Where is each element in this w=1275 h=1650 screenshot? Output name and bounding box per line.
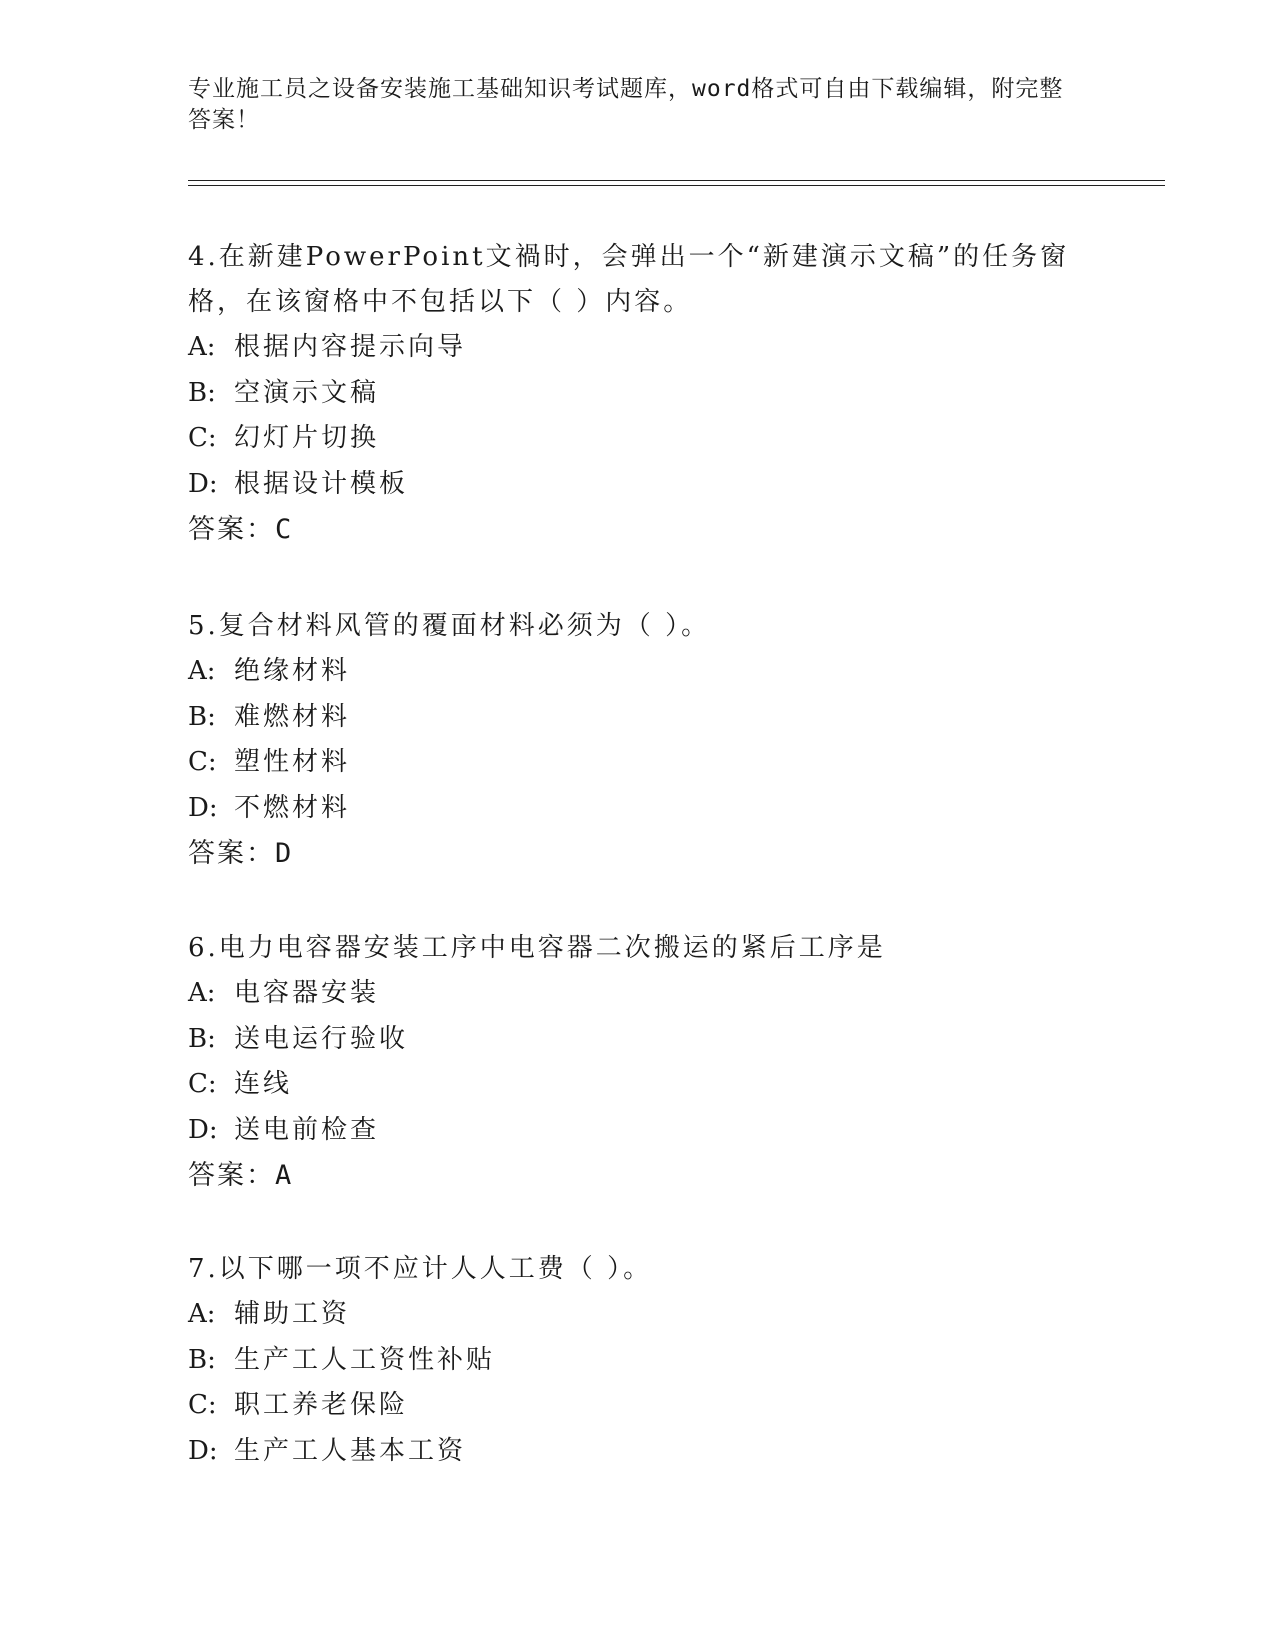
- option-text: 不燃材料: [234, 792, 351, 823]
- option-a: [188, 971, 1088, 1017]
- option-b: [188, 1017, 1088, 1063]
- answer-label: 答案：: [188, 514, 275, 545]
- option-letter: D:: [188, 792, 218, 823]
- option-text: 职工养老保险: [234, 1390, 409, 1420]
- option-text: 生产工人基本工资: [234, 1435, 467, 1466]
- option-letter: B:: [188, 377, 216, 408]
- option-letter: A:: [188, 656, 216, 686]
- option-c: [188, 740, 1088, 786]
- question-stem: 4.在新建PowerPoint文禍时，会弹出一个“新建演示文稿”的任务窗格，在该窗格中不包括以下（ ）内容。: [188, 242, 1070, 317]
- document-header: 专业施工员之设备安装施工基础知识考试题库，word格式可自由下载编辑，附完整答案！: [188, 76, 1064, 133]
- answer-line: [188, 831, 1088, 877]
- option-text: 绝缘材料: [234, 656, 351, 686]
- option-text: 生产工人工资性补贴: [234, 1344, 496, 1375]
- question-block: [188, 926, 1088, 1199]
- option-b: [188, 695, 1088, 741]
- option-a: [188, 325, 1088, 371]
- answer-value: C: [275, 514, 294, 545]
- answer-line: [188, 507, 1088, 553]
- answer-label: 答案：: [188, 838, 275, 869]
- option-c: [188, 1062, 1088, 1108]
- option-text: 电容器安装: [234, 978, 380, 1008]
- header-divider-bottom: [188, 185, 1165, 186]
- option-letter: C:: [188, 1069, 217, 1099]
- option-c: [188, 1383, 1088, 1429]
- question-block: [188, 235, 1088, 553]
- option-letter: A:: [188, 1299, 216, 1329]
- option-text: 塑性材料: [234, 747, 351, 777]
- question-block: [188, 604, 1088, 877]
- option-text: 送电运行验收: [234, 1023, 409, 1054]
- option-letter: C:: [188, 423, 217, 453]
- option-text: 辅助工资: [234, 1299, 351, 1329]
- option-text: 连线: [234, 1069, 293, 1099]
- option-text: 空演示文稿: [234, 377, 380, 408]
- option-d: [188, 786, 1088, 832]
- question-stem: 7.以下哪一项不应计人人工费（ ）。: [188, 1254, 653, 1284]
- option-a: [188, 649, 1088, 695]
- option-a: [188, 1292, 1088, 1338]
- option-letter: C:: [188, 1390, 217, 1420]
- header-divider-top: [188, 180, 1165, 181]
- option-letter: B:: [188, 1344, 216, 1375]
- option-letter: B:: [188, 1023, 216, 1054]
- answer-line: [188, 1153, 1088, 1199]
- answer-label: 答案：: [188, 1160, 275, 1191]
- option-b: [188, 1338, 1088, 1384]
- option-b: [188, 371, 1088, 417]
- option-letter: D:: [188, 468, 218, 499]
- option-letter: C:: [188, 747, 217, 777]
- answer-value: D: [275, 838, 294, 869]
- question-block: [188, 1247, 1088, 1474]
- option-text: 幻灯片切换: [234, 423, 380, 453]
- option-text: 根据内容提示向导: [234, 332, 467, 362]
- option-d: [188, 462, 1088, 508]
- question-stem: 5.复合材料风管的覆面材料必须为（ ）。: [188, 611, 711, 641]
- option-d: [188, 1108, 1088, 1154]
- question-stem: 6.电力电容器安装工序中电容器二次搬运的紧后工序是: [188, 933, 886, 963]
- option-letter: A:: [188, 332, 216, 362]
- option-letter: D:: [188, 1114, 218, 1145]
- option-d: [188, 1429, 1088, 1475]
- option-text: 根据设计模板: [234, 468, 409, 499]
- answer-value: A: [275, 1160, 294, 1191]
- option-letter: B:: [188, 701, 216, 732]
- option-text: 送电前检查: [234, 1114, 380, 1145]
- option-c: [188, 416, 1088, 462]
- option-letter: A:: [188, 978, 216, 1008]
- option-text: 难燃材料: [234, 701, 351, 732]
- option-letter: D:: [188, 1435, 218, 1466]
